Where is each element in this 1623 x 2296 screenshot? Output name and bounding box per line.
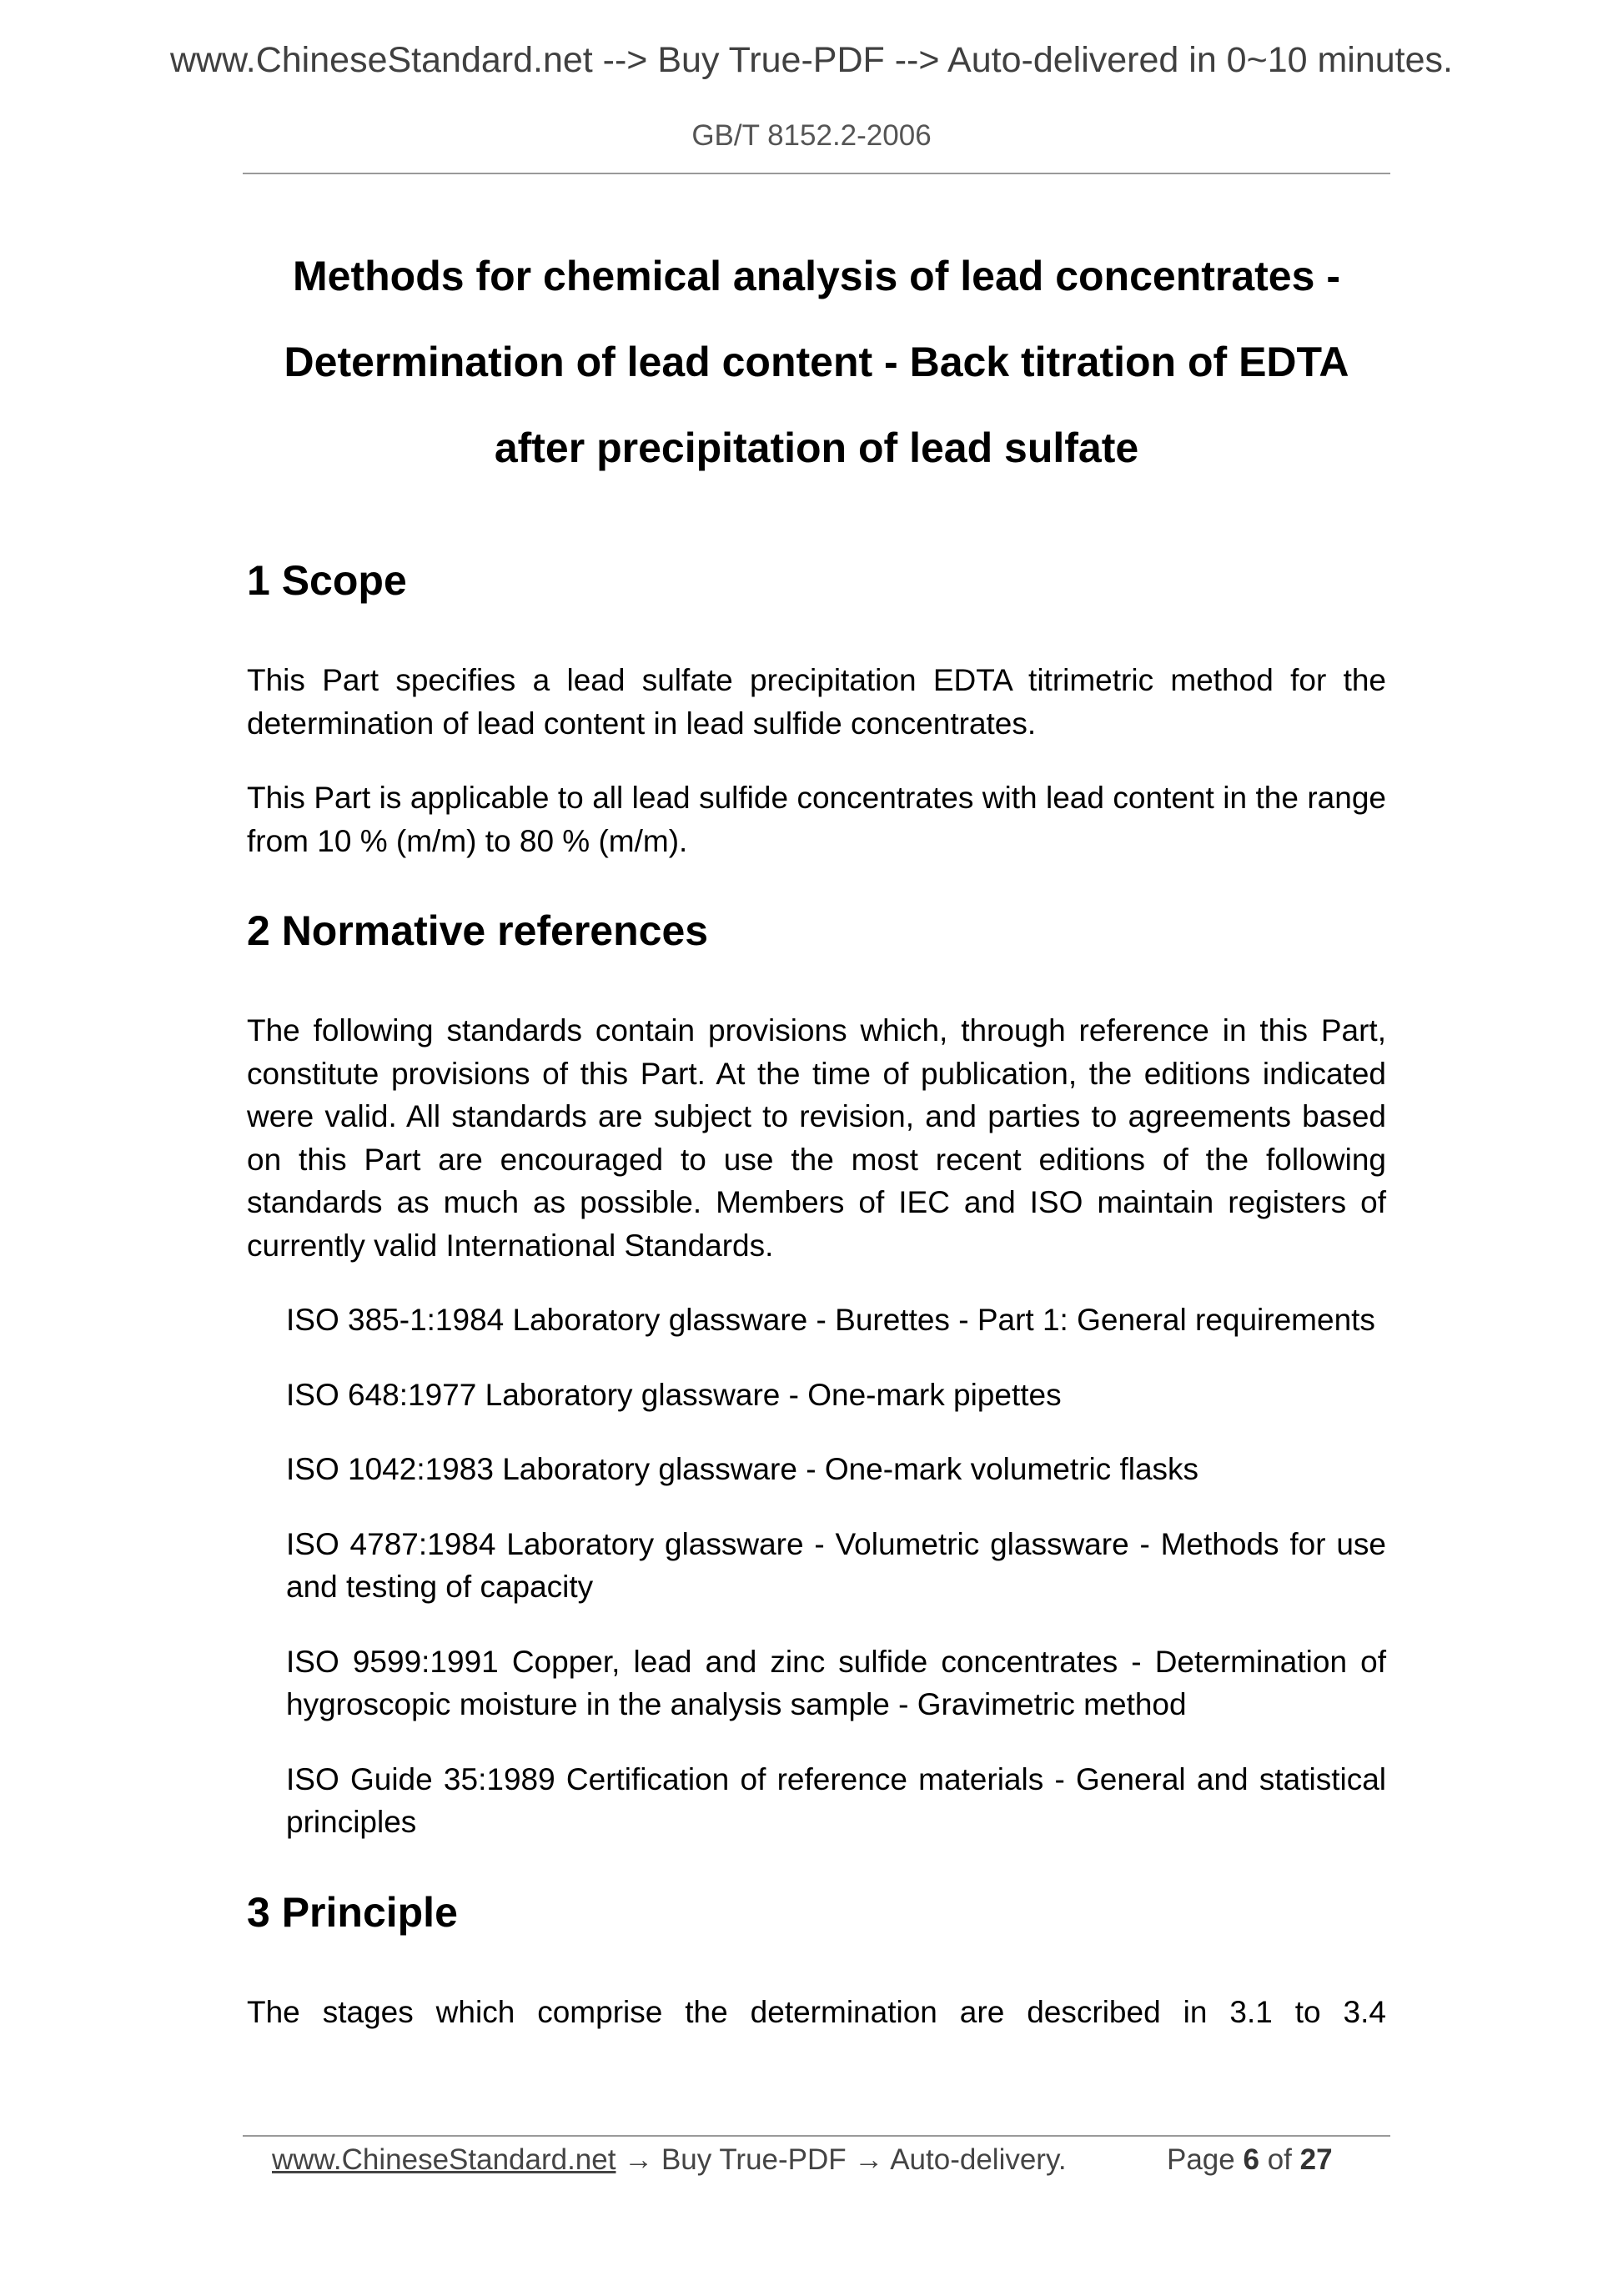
- document-body: [247, 234, 1386, 2065]
- normative-heading: 2 Normative references: [247, 907, 709, 954]
- page-label: Page: [1167, 2143, 1235, 2176]
- reference-list: [286, 1299, 1386, 1844]
- reference-item: ISO 4787:1984 Laboratory glassware - Volumetric glassware - Methods for use and testing of capacity: [286, 1526, 1386, 1604]
- reference-item: ISO 9599:1991 Copper, lead and zinc sulfide concentrates - Determination of hygroscopic moisture in the analysis sample - Gravimetric method: [286, 1644, 1386, 1721]
- scope-paragraph-1: This Part specifies a lead sulfate precipitation EDTA titrimetric method for the determination of lead content in lead sulfide concentrates.: [247, 663, 1386, 741]
- current-page-number: 6: [1243, 2143, 1259, 2176]
- footer-auto-text: Auto-delivery.: [890, 2143, 1067, 2176]
- total-page-number: 27: [1299, 2143, 1333, 2176]
- section-scope: [247, 554, 1386, 862]
- scope-paragraph-2: This Part is applicable to all lead sulfide concentrates with lead content in the range from 10 % (m/m) to 80 % (m/m).: [247, 781, 1386, 858]
- section-normative-references: [247, 904, 1386, 1844]
- arrow-right-icon: →: [854, 2143, 884, 2176]
- principle-paragraph: The stages which comprise the determination are described in 3.1 to 3.4: [247, 1994, 1386, 2029]
- reference-item: ISO 1042:1983 Laboratory glassware - One-mark volumetric flasks: [286, 1452, 1199, 1486]
- header-divider: [243, 173, 1390, 174]
- section-principle: [247, 1886, 1386, 2034]
- reference-item: ISO 648:1977 Laboratory glassware - One-mark pipettes: [286, 1377, 1062, 1412]
- document-title: [247, 234, 1386, 491]
- principle-heading: 3 Principle: [247, 1888, 458, 1936]
- reference-item: ISO Guide 35:1989 Certification of reference materials - General and statistical principles: [286, 1761, 1386, 1839]
- standard-code: GB/T 8152.2-2006: [691, 119, 932, 152]
- footer: [272, 2140, 1356, 2180]
- footer-divider: [243, 2135, 1390, 2137]
- top-banner: www.ChineseStandard.net --> Buy True-PDF --> Auto-delivered in 0~10 minutes.: [169, 40, 1453, 80]
- scope-heading: 1 Scope: [247, 557, 407, 604]
- footer-buy-text: Buy True-PDF: [661, 2143, 847, 2176]
- page-indicator: [1167, 2140, 1333, 2180]
- title-line-1: Methods for chemical analysis of lead concentrates -: [293, 253, 1340, 299]
- normative-paragraph: The following standards contain provisions which, through reference in this Part, constitute provisions of this Part. At the time of publication, the editions indicated were valid. All standards are subject to revision, and parties to agreements based on this Part are encouraged to use the most recent editions of the following standards as much as possible. Members of IEC and ISO maintain registers of currently valid International Standards.: [247, 1013, 1386, 1263]
- reference-item: ISO 385-1:1984 Laboratory glassware - Burettes - Part 1: General requirements: [286, 1303, 1375, 1337]
- title-line-3: after precipitation of lead sulfate: [494, 425, 1139, 471]
- of-label: of: [1267, 2143, 1292, 2176]
- footer-site-link[interactable]: www.ChineseStandard.net: [272, 2143, 616, 2176]
- arrow-right-icon: →: [624, 2143, 654, 2176]
- title-line-2: Determination of lead content - Back titration of EDTA: [284, 339, 1349, 385]
